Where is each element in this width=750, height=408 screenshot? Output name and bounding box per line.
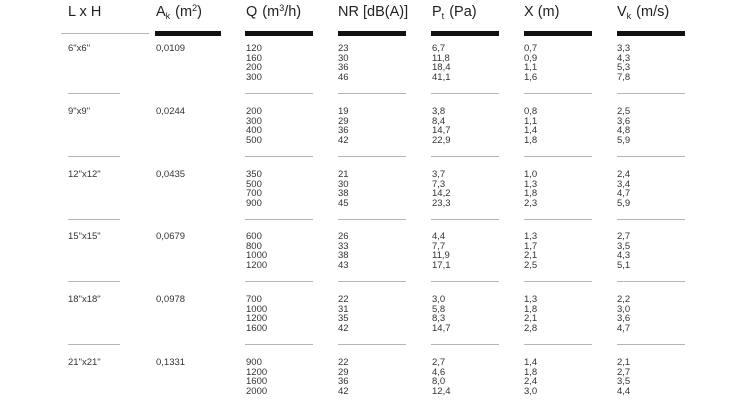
cell-x: 3,0 — [524, 386, 538, 397]
cell-size: 15"x15" — [68, 231, 101, 242]
cell-x: 2,4 — [524, 376, 538, 387]
cell-pt: 12,4 — [432, 386, 451, 397]
cell-x: 2,5 — [524, 260, 538, 271]
row-separator — [68, 344, 120, 345]
cell-pt: 4,4 — [432, 231, 446, 242]
cell-pt: 11,8 — [432, 53, 450, 64]
cell-nr: 19 — [338, 106, 349, 117]
row-separator — [338, 281, 406, 282]
cell-vk: 4,3 — [617, 250, 631, 261]
cell-nr: 36 — [338, 376, 349, 387]
cell-pt: 41,1 — [432, 72, 451, 83]
cell-pt: 3,8 — [432, 106, 446, 117]
cell-q: 900 — [246, 357, 262, 368]
cell-q: 600 — [246, 231, 262, 242]
cell-vk: 2,7 — [617, 367, 631, 378]
row-separator — [431, 93, 499, 94]
row-separator — [524, 344, 592, 345]
cell-q: 1200 — [246, 367, 268, 378]
row-separator — [68, 93, 120, 94]
cell-x: 1,3 — [524, 294, 538, 305]
cell-nr: 29 — [338, 367, 349, 378]
cell-x: 1,1 — [524, 62, 538, 73]
cell-pt: 3,0 — [432, 294, 446, 305]
cell-nr: 42 — [338, 323, 349, 334]
cell-vk: 3,5 — [617, 376, 631, 387]
cell-q: 200 — [246, 62, 262, 73]
cell-x: 2,3 — [524, 198, 538, 209]
cell-nr: 46 — [338, 72, 349, 83]
cell-q: 200 — [246, 106, 262, 117]
cell-q: 500 — [246, 179, 262, 190]
row-separator — [431, 344, 499, 345]
row-separator — [245, 344, 313, 345]
cell-pt: 8,4 — [432, 116, 446, 127]
cell-size: 18"x18" — [68, 294, 101, 305]
cell-x: 0,9 — [524, 53, 538, 64]
cell-nr: 42 — [338, 386, 349, 397]
cell-x: 1,3 — [524, 231, 538, 242]
header-nr: NR [dB(A)] — [338, 4, 409, 20]
cell-pt: 14,2 — [432, 188, 451, 199]
cell-ak: 0,0978 — [156, 294, 186, 305]
cell-ak: 0,0435 — [156, 169, 186, 180]
cell-x: 1,4 — [524, 357, 538, 368]
cell-vk: 5,9 — [617, 198, 631, 209]
cell-nr: 35 — [338, 313, 349, 324]
cell-nr: 36 — [338, 125, 349, 136]
cell-vk: 4,7 — [617, 188, 631, 199]
cell-x: 1,8 — [524, 188, 538, 199]
cell-vk: 3,6 — [617, 116, 631, 127]
header-ak: $A_k$ $(m^2)$ — [156, 3, 202, 21]
cell-pt: 7,7 — [432, 241, 446, 252]
cell-vk: 3,0 — [617, 304, 631, 315]
cell-q: 1000 — [246, 304, 268, 315]
header-bar-ak — [155, 31, 221, 36]
header-bar-nr — [338, 31, 406, 36]
row-separator — [338, 93, 406, 94]
row-separator — [617, 344, 685, 345]
cell-vk: 3,6 — [617, 313, 631, 324]
cell-x: 1,6 — [524, 72, 538, 83]
row-separator — [245, 93, 313, 94]
row-separator — [245, 219, 313, 220]
cell-nr: 31 — [338, 304, 349, 315]
cell-nr: 22 — [338, 357, 349, 368]
cell-x: 2,8 — [524, 323, 538, 334]
cell-vk: 4,4 — [617, 386, 631, 397]
cell-q: 120 — [246, 43, 262, 54]
cell-q: 1200 — [246, 313, 268, 324]
cell-vk: 4,3 — [617, 53, 631, 64]
cell-vk: 7,8 — [617, 72, 631, 83]
cell-x: 0,8 — [524, 106, 538, 117]
cell-x: 2,1 — [524, 313, 538, 324]
cell-nr: 29 — [338, 116, 349, 127]
cell-ak: 0,0109 — [156, 43, 186, 54]
cell-size: 12"x12" — [68, 169, 101, 180]
cell-nr: 23 — [338, 43, 349, 54]
row-separator — [431, 281, 499, 282]
cell-x: 1,4 — [524, 125, 538, 136]
cell-q: 700 — [246, 294, 262, 305]
cell-pt: 8,3 — [432, 313, 446, 324]
header-pt: $P_t$ (Pa) — [432, 4, 477, 21]
header-x: X (m) — [524, 4, 560, 20]
cell-pt: 22,9 — [432, 135, 451, 146]
header-bar-x — [524, 31, 592, 36]
cell-q: 350 — [246, 169, 262, 180]
cell-ak: 0,0679 — [156, 231, 186, 242]
cell-vk: 3,4 — [617, 179, 631, 190]
cell-vk: 2,5 — [617, 106, 631, 117]
row-separator — [68, 219, 120, 220]
cell-q: 700 — [246, 188, 262, 199]
cell-q: 1600 — [246, 323, 268, 334]
row-separator — [431, 156, 499, 157]
cell-nr: 38 — [338, 250, 349, 261]
cell-vk: 3,5 — [617, 241, 631, 252]
cell-vk: 2,7 — [617, 231, 631, 242]
cell-pt: 7,3 — [432, 179, 446, 190]
cell-q: 1000 — [246, 250, 268, 261]
cell-vk: 4,8 — [617, 125, 631, 136]
cell-pt: 2,7 — [432, 357, 446, 368]
cell-nr: 33 — [338, 241, 349, 252]
cell-ak: 0,1331 — [156, 357, 186, 368]
cell-x: 1,8 — [524, 304, 538, 315]
cell-ak: 0,0244 — [156, 106, 186, 117]
cell-vk: 3,3 — [617, 43, 631, 54]
cell-pt: 5,8 — [432, 304, 446, 315]
row-separator — [338, 344, 406, 345]
header-bar-pt — [431, 31, 499, 36]
cell-q: 300 — [246, 116, 262, 127]
cell-nr: 22 — [338, 294, 349, 305]
cell-vk: 2,2 — [617, 294, 631, 305]
cell-vk: 5,1 — [617, 260, 631, 271]
header-q: Q $(m^3/h)$ — [246, 3, 302, 20]
cell-x: 1,8 — [524, 135, 538, 146]
cell-pt: 23,3 — [432, 198, 451, 209]
cell-nr: 30 — [338, 53, 349, 64]
row-separator — [245, 156, 313, 157]
cell-q: 800 — [246, 241, 262, 252]
row-separator — [524, 219, 592, 220]
cell-size: 21"x21" — [68, 357, 101, 368]
cell-x: 1,7 — [524, 241, 538, 252]
row-separator — [338, 156, 406, 157]
cell-x: 1,8 — [524, 367, 538, 378]
header-bar-q — [245, 31, 313, 36]
cell-x: 0,7 — [524, 43, 538, 54]
cell-nr: 42 — [338, 135, 349, 146]
cell-nr: 36 — [338, 62, 349, 73]
cell-x: 1,3 — [524, 179, 538, 190]
row-separator — [617, 219, 685, 220]
cell-x: 2,1 — [524, 250, 538, 261]
cell-pt: 11,9 — [432, 250, 450, 261]
cell-nr: 30 — [338, 179, 349, 190]
row-separator — [617, 156, 685, 157]
cell-pt: 18,4 — [432, 62, 451, 73]
row-separator — [524, 281, 592, 282]
header-vk: $V_k$ (m/s) — [617, 4, 670, 21]
cell-q: 500 — [246, 135, 262, 146]
cell-vk: 4,7 — [617, 323, 631, 334]
row-separator — [68, 281, 120, 282]
cell-q: 1600 — [246, 376, 268, 387]
cell-pt: 4,6 — [432, 367, 446, 378]
cell-nr: 43 — [338, 260, 349, 271]
header-lxh: L x H — [68, 4, 102, 20]
cell-nr: 26 — [338, 231, 349, 242]
cell-vk: 2,1 — [617, 357, 631, 368]
row-separator — [617, 93, 685, 94]
header-bar-vk — [617, 31, 685, 36]
row-separator — [338, 219, 406, 220]
cell-nr: 21 — [338, 169, 349, 180]
row-separator — [617, 281, 685, 282]
cell-vk: 5,3 — [617, 62, 631, 73]
cell-vk: 2,4 — [617, 169, 631, 180]
cell-pt: 3,7 — [432, 169, 446, 180]
cell-q: 400 — [246, 125, 262, 136]
header-rule-light — [61, 33, 149, 34]
row-separator — [431, 219, 499, 220]
row-separator — [68, 156, 120, 157]
cell-q: 1200 — [246, 260, 268, 271]
cell-nr: 45 — [338, 198, 349, 209]
cell-nr: 38 — [338, 188, 349, 199]
cell-x: 1,0 — [524, 169, 538, 180]
cell-q: 160 — [246, 53, 262, 64]
cell-pt: 14,7 — [432, 323, 451, 334]
cell-q: 300 — [246, 72, 262, 83]
cell-q: 900 — [246, 198, 262, 209]
cell-q: 2000 — [246, 386, 268, 397]
cell-pt: 8,0 — [432, 376, 446, 387]
cell-pt: 17,1 — [432, 260, 451, 271]
row-separator — [524, 93, 592, 94]
cell-pt: 6,7 — [432, 43, 446, 54]
cell-vk: 5,9 — [617, 135, 631, 146]
cell-size: 6"x6" — [68, 43, 91, 54]
row-separator — [524, 156, 592, 157]
row-separator — [245, 281, 313, 282]
cell-pt: 14,7 — [432, 125, 451, 136]
cell-x: 1,1 — [524, 116, 538, 127]
cell-size: 9"x9" — [68, 106, 91, 117]
